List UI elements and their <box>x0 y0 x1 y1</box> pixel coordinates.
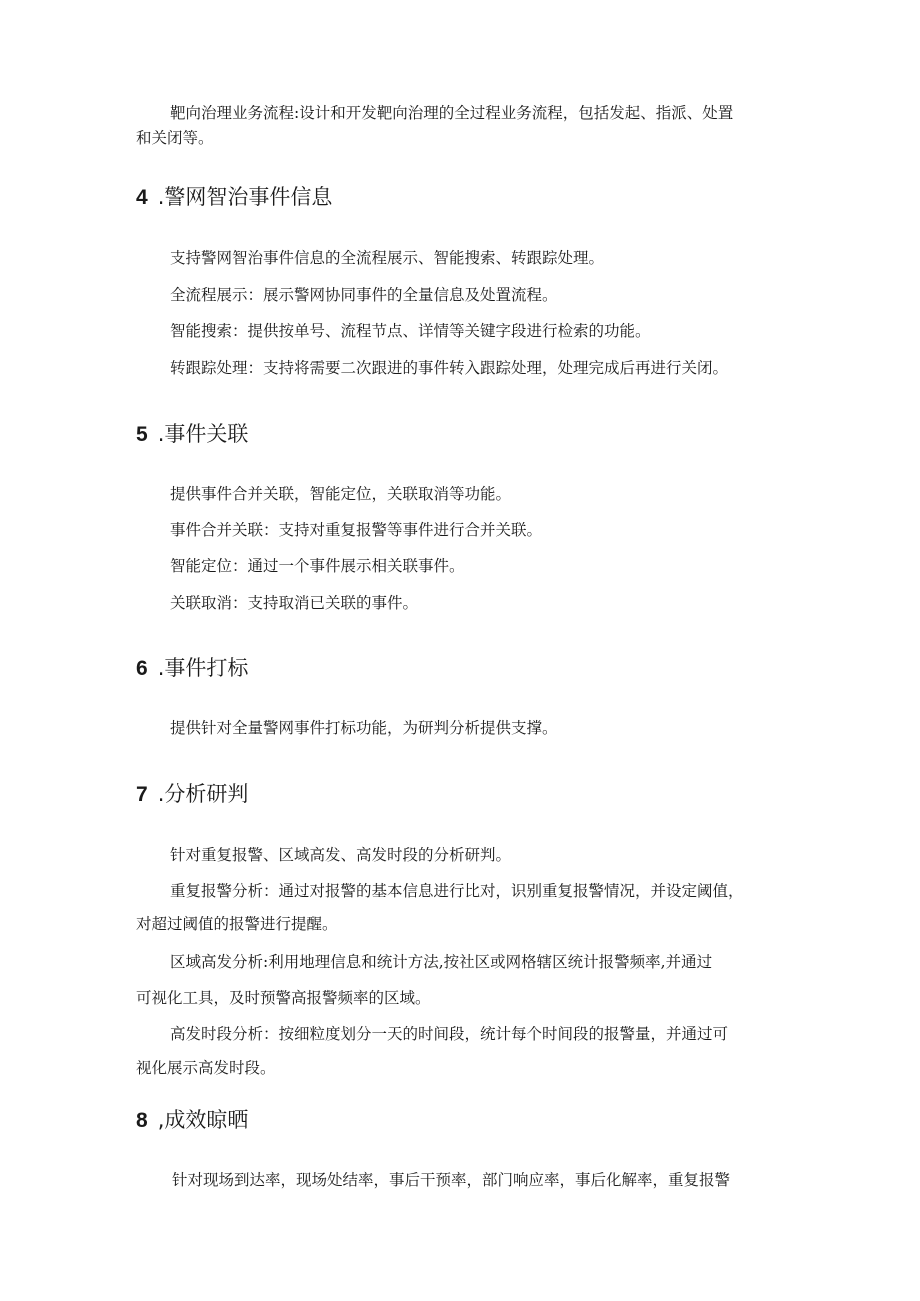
section-7-para-5: 可视化工具，及时预警高报警频率的区域。 <box>136 989 431 1007</box>
section-separator: . <box>157 422 165 446</box>
section-separator: . <box>157 782 165 806</box>
section-title: 成效晾晒 <box>164 1108 249 1132</box>
section-number: 8 <box>136 1109 148 1132</box>
section-7-para-7: 视化展示高发时段。 <box>136 1059 276 1077</box>
section-separator: . <box>157 185 165 209</box>
section-4-para-4: 转跟踪处理：支持将需要二次跟进的事件转入跟踪处理，处理完成后再进行关闭。 <box>170 359 729 377</box>
section-title: 事件打标 <box>164 656 249 680</box>
intro-line-2: 和关闭等。 <box>136 129 214 147</box>
section-4-para-1: 支持警网智治事件信息的全流程展示、智能搜索、转跟踪处理。 <box>170 249 605 267</box>
section-8-para-1: 针对现场到达率，现场处结率，事后干预率，部门响应率，事后化解率，重复报警 <box>172 1171 731 1189</box>
section-5-para-3: 智能定位：通过一个事件展示相关联事件。 <box>170 557 465 575</box>
section-number: 6 <box>136 657 148 680</box>
section-5-para-4: 关联取消：支持取消已关联的事件。 <box>170 594 419 612</box>
section-7-para-1: 针对重复报警、区域高发、高发时段的分析研判。 <box>170 846 512 864</box>
section-heading-6 <box>136 654 248 683</box>
section-5-para-2: 事件合并关联：支持对重复报警等事件进行合并关联。 <box>170 521 543 539</box>
section-7-para-2: 重复报警分析：通过对报警的基本信息进行比对，识别重复报警情况，并设定阈值， <box>170 882 744 900</box>
section-4-para-2: 全流程展示：展示警网协同事件的全量信息及处置流程。 <box>170 286 558 304</box>
intro-line-1: 靶向治理业务流程:设计和开发靶向治理的全过程业务流程，包括发起、指派、处置 <box>170 104 734 122</box>
section-7-para-3: 对超过阈值的报警进行提醒。 <box>136 915 338 933</box>
section-heading-4 <box>136 183 332 212</box>
section-heading-5 <box>136 420 248 449</box>
section-separator: . <box>157 656 165 680</box>
section-title: 分析研判 <box>164 782 249 806</box>
section-number: 7 <box>136 783 148 806</box>
section-7-para-6: 高发时段分析：按细粒度划分一天的时间段，统计每个时间段的报警量，并通过可 <box>170 1025 729 1043</box>
section-heading-8 <box>136 1106 248 1135</box>
section-title: 警网智治事件信息 <box>164 185 333 209</box>
section-4-para-3: 智能搜索：提供按单号、流程节点、详情等关键字段进行检索的功能。 <box>170 322 651 340</box>
section-7-para-4: 区域高发分析:利用地理信息和统计方法,按社区或网格辖区统计报警频率,并通过 <box>170 953 713 971</box>
section-5-para-1: 提供事件合并关联，智能定位，关联取消等功能。 <box>170 485 512 503</box>
section-separator: , <box>157 1108 165 1132</box>
section-number: 4 <box>136 186 148 209</box>
section-title: 事件关联 <box>164 422 249 446</box>
section-heading-7 <box>136 780 248 809</box>
section-6-para-1: 提供针对全量警网事件打标功能，为研判分析提供支撑。 <box>170 719 558 737</box>
section-number: 5 <box>136 423 148 446</box>
